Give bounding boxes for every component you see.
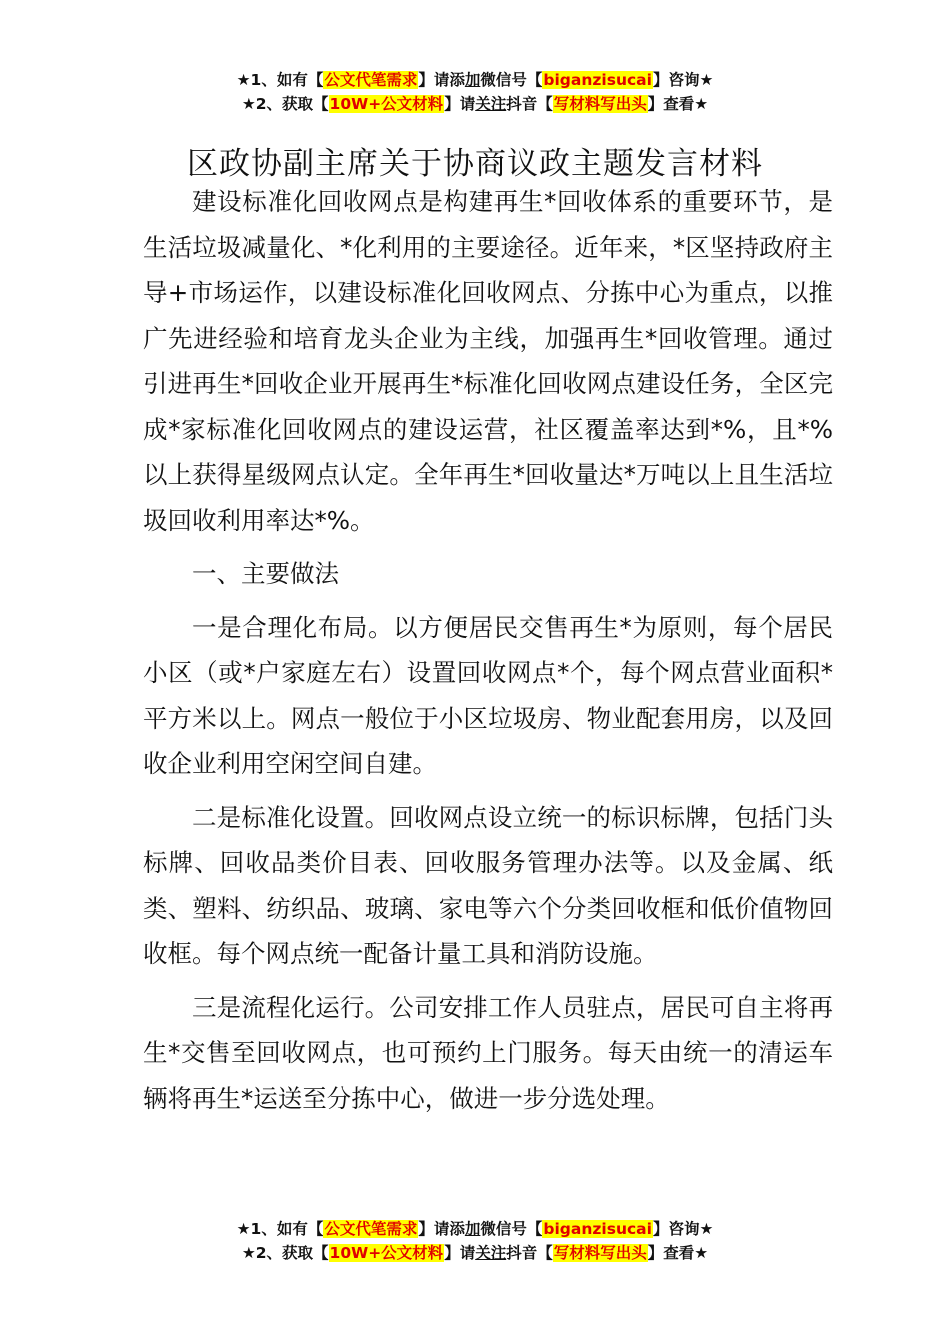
banner-text: ★1、如有【 <box>236 71 324 89</box>
banner-underlined: 关注 <box>475 95 507 113</box>
banner-underlined: 加 <box>464 1220 481 1238</box>
banner-line-1 <box>0 1217 950 1241</box>
banner-text: ★2、获取【 <box>241 95 329 113</box>
banner-highlight: 公文代笔需求 <box>324 1220 418 1238</box>
banner-highlight: 写材料写出头 <box>553 1244 647 1262</box>
paragraph-standard: 二是标准化设置。回收网点设立统一的标识标牌，包括门头标牌、回收品类价目表、回收服务管理办法等。以及金属、纸类、塑料、纺织品、玻璃、家电等六个分类回收框和低价值物回收框。每个网点统一配备计量工具和消防设施。 <box>143 802 833 968</box>
banner-underlined: 加 <box>464 71 481 89</box>
header-banner <box>0 68 950 116</box>
banner-text: 】咨询★ <box>652 71 714 89</box>
document-title: 区政协副主席关于协商议政主题发言材料 <box>187 145 763 182</box>
banner-text: ★1、如有【 <box>236 1220 324 1238</box>
banner-line-2 <box>0 1241 950 1265</box>
footer-banner <box>0 1217 950 1265</box>
banner-text: 微信号【 <box>480 1220 543 1238</box>
document-body <box>143 179 833 1129</box>
banner-highlight: biganzisucai <box>543 71 652 89</box>
banner-highlight: 10W+公文材料 <box>329 1244 444 1262</box>
banner-line-1 <box>0 68 950 92</box>
paragraph-process: 三是流程化运行。公司安排工作人员驻点，居民可自主将再生*交售至回收网点，也可预约上门服务。每天由统一的清运车辆将再生*运送至分拣中心，做进一步分选处理。 <box>143 992 833 1113</box>
paragraph-layout: 一是合理化布局。以方便居民交售再生*为原则，每个居民小区（或*户家庭左右）设置回收网点*个，每个网点营业面积*平方米以上。网点一般位于小区垃圾房、物业配套用房，以及回收企业利用空闲空间自建。 <box>143 612 833 778</box>
banner-text: 】查看★ <box>647 95 709 113</box>
banner-highlight: 10W+公文材料 <box>329 95 444 113</box>
banner-text: 】查看★ <box>647 1244 709 1262</box>
banner-text: 】请添 <box>418 71 465 89</box>
banner-text: 】请添 <box>418 1220 465 1238</box>
banner-text: 】请 <box>444 95 476 113</box>
banner-highlight: 写材料写出头 <box>553 95 647 113</box>
banner-text: 微信号【 <box>480 71 543 89</box>
banner-text: 抖音【 <box>506 1244 553 1262</box>
section-heading: 一、主要做法 <box>192 559 339 588</box>
paragraph-intro: 建设标准化回收网点是构建再生*回收体系的重要环节，是生活垃圾减量化、*化利用的主要途径。近年来，*区坚持政府主导+市场运作，以建设标准化回收网点、分拣中心为重点，以推广先进经验和培育龙头企业为主线，加强再生*回收管理。通过引进再生*回收企业开展再生*标准化回收网点建设任务，全区完成*家标准化回收网点的建设运营，社区覆盖率达到*%，且*%以上获得星级网点认定。全年再生*回收量达*万吨以上且生活垃圾回收利用率达*%。 <box>143 187 833 535</box>
banner-text: 】咨询★ <box>652 1220 714 1238</box>
banner-text: ★2、获取【 <box>241 1244 329 1262</box>
banner-underlined: 关注 <box>475 1244 507 1262</box>
banner-highlight: 公文代笔需求 <box>324 71 418 89</box>
banner-text: 】请 <box>444 1244 476 1262</box>
banner-highlight: biganzisucai <box>543 1220 652 1238</box>
banner-line-2 <box>0 92 950 116</box>
banner-text: 抖音【 <box>506 95 553 113</box>
